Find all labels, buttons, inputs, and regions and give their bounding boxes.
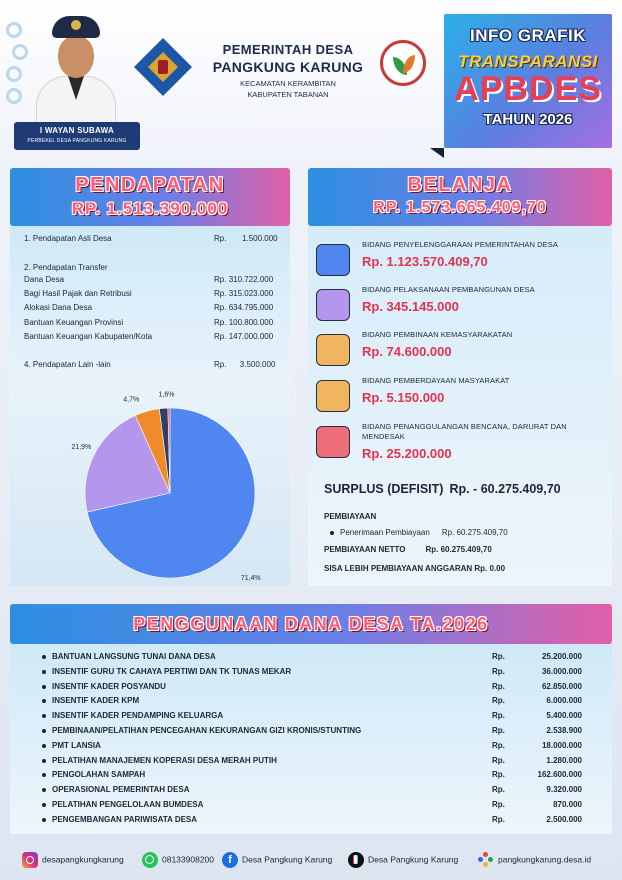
belanja-item <box>316 330 606 372</box>
penggunaan-rp: Rp. <box>492 666 505 676</box>
penggunaan-label: PELATIHAN PENGELOLAAN BUMDESA <box>52 800 204 809</box>
penggunaan-value: 6.000.000 <box>546 696 582 706</box>
belanja-item-amount: Rp. 74.600.000 <box>362 344 452 359</box>
penggunaan-row <box>52 682 582 696</box>
surplus-defisit: SURPLUS (DEFISIT) Rp. - 60.275.409,70 <box>324 482 561 496</box>
penggunaan-value: 870.000 <box>553 800 582 809</box>
info-grafik-box <box>444 14 612 148</box>
bullet <box>42 699 46 703</box>
legend-swatch <box>316 426 350 458</box>
penggunaan-rp: Rp. <box>492 681 505 691</box>
penggunaan-label: PMT LANSIA <box>52 740 101 750</box>
penggunaan-value: 18.000.000 <box>541 740 582 750</box>
belanja-item <box>316 376 606 418</box>
bullet <box>42 788 46 792</box>
pendapatan-title: PENDAPATAN <box>75 174 225 196</box>
bullet <box>42 803 46 807</box>
instagram-link[interactable]: desapangkungkarung <box>22 852 124 868</box>
apbdes-label: APBDES <box>454 70 602 108</box>
belanja-item-amount: Rp. 25.200.000 <box>362 446 452 461</box>
penggunaan-rp: Rp. <box>492 652 505 661</box>
penggunaan-rp: Rp. <box>492 785 505 795</box>
pendapatan-row: Bagi Hasil Pajak dan Retribusi Rp. 315.023.000 <box>24 289 274 298</box>
bullet <box>42 729 46 733</box>
pembiayaan-title: PEMBIAYAAN <box>324 512 377 521</box>
pembiayaan-netto: PEMBIAYAAN NETTO Rp. 60.275.409,70 <box>324 545 492 554</box>
belanja-item-name: BIDANG PEMBINAAN KEMASYARAKATAN <box>362 330 513 339</box>
penggunaan-rp: Rp. <box>492 726 505 735</box>
penggunaan-row <box>52 785 582 799</box>
pendapatan-header <box>10 168 290 226</box>
belanja-title: BELANJA <box>407 174 513 196</box>
belanja-panel <box>308 226 612 586</box>
legend-swatch <box>316 334 350 366</box>
penggunaan-rp: Rp. <box>492 800 505 809</box>
year-label: TAHUN 2026 <box>483 111 573 128</box>
gov-line-1: PEMERINTAH DESA <box>222 42 354 57</box>
penggunaan-rp: Rp. <box>492 696 505 706</box>
penggunaan-title: PENGGUNAAN DANA DESA TA.2026 <box>133 614 489 634</box>
penggunaan-label: BANTUAN LANGSUNG TUNAI DANA DESA <box>52 652 216 661</box>
penggunaan-label: INSENTIF KADER POSYANDU <box>52 681 166 691</box>
official-title: PERBEKEL DESA PANGKUNG KARUNG <box>27 138 127 144</box>
penggunaan-label: INSENTIF KADER PENDAMPING KELUARGA <box>52 711 224 721</box>
penggunaan-value: 1.280.000 <box>546 755 582 765</box>
pendapatan-row: Bantuan Keuangan Provinsi Rp. 100.800.000 <box>24 318 274 327</box>
government-title <box>196 42 380 99</box>
pendapatan-panel <box>10 226 290 388</box>
transparansi-label: TRANSPARANSI <box>458 52 598 71</box>
pie-data-label: 21,9% <box>71 443 92 451</box>
legend-swatch <box>316 244 350 276</box>
website-link[interactable]: pangkungkarung.desa.id <box>478 852 591 868</box>
bullet <box>42 714 46 718</box>
belanja-total: RP. 1.573.665.409,70 <box>373 199 547 216</box>
penggunaan-label: PENGEMBANGAN PARIWISATA DESA <box>52 814 198 824</box>
penggunaan-row <box>52 741 582 755</box>
pie-data-label: 1,6% <box>158 391 175 399</box>
penggunaan-row <box>52 711 582 725</box>
penggunaan-row <box>52 756 582 770</box>
penggunaan-value: 25.200.000 <box>541 652 582 661</box>
penggunaan-label: OPERASIONAL PEMERINTAH DESA <box>52 785 190 795</box>
pie-data-label: 4,7% <box>123 396 140 404</box>
penggunaan-value: 62.850.000 <box>541 681 582 691</box>
penerimaan-pembiayaan: Penerimaan Pembiayaan Rp. 60.275.409,70 <box>330 528 508 537</box>
pendapatan-row: 2. Pendapatan Transfer <box>24 263 108 272</box>
belanja-item-name: BIDANG PENYELENGGARAAN PEMERINTAHAN DESA <box>362 240 558 249</box>
decorative-rings <box>6 22 30 112</box>
gov-line-4: KABUPATEN TABANAN <box>247 90 329 99</box>
facebook-link[interactable]: f Desa Pangkung Karung <box>222 852 332 868</box>
whatsapp-icon <box>142 852 158 868</box>
tiktok-link[interactable]: Desa Pangkung Karung <box>348 852 458 868</box>
pendapatan-row: Alokasi Dana Desa Rp. 634.795.000 <box>24 303 274 312</box>
belanja-item-amount: Rp. 345.145.000 <box>362 299 459 314</box>
pendapatan-row: 4. Pendapatan Lain -lain Rp. 3.500.000 <box>24 360 276 369</box>
belanja-pie-chart <box>10 390 290 586</box>
belanja-item-name: BIDANG PENANGGULANGAN BENCANA, DARURAT DAN MENDESAK <box>362 422 567 441</box>
penggunaan-value: 162.600.000 <box>537 770 582 780</box>
penggunaan-rp: Rp. <box>492 711 505 721</box>
penggunaan-rp: Rp. <box>492 770 505 780</box>
penggunaan-label: PELATIHAN MANAJEMEN KOPERASI DESA MERAH PUTIH <box>52 755 277 765</box>
penggunaan-value: 2.500.000 <box>546 814 582 824</box>
penggunaan-row <box>52 815 582 829</box>
penggunaan-row <box>52 770 582 784</box>
gov-line-3: KECAMATAN KERAMBITAN <box>240 79 336 88</box>
penggunaan-value: 36.000.000 <box>541 666 582 676</box>
belanja-item <box>316 285 606 327</box>
penggunaan-row <box>52 800 582 814</box>
bullet <box>42 759 46 763</box>
belanja-item-name: BIDANG PELAKSANAAN PEMBANGUNAN DESA <box>362 285 535 294</box>
pendapatan-row: Bantuan Keuangan Kabupaten/Kota Rp. 147.000.000 <box>24 332 274 341</box>
belanja-item <box>316 422 606 464</box>
belanja-header <box>308 168 612 226</box>
official-photo <box>30 10 122 126</box>
bullet <box>42 773 46 777</box>
penggunaan-header <box>10 604 612 644</box>
penggunaan-row <box>52 652 582 666</box>
belanja-item-amount: Rp. 1.123.570.409,70 <box>362 254 488 269</box>
facebook-icon: f <box>222 852 238 868</box>
penggunaan-label: INSENTIF GURU TK CAHAYA PERTIWI DAN TK TUNAS MEKAR <box>52 666 292 676</box>
bullet <box>42 818 46 822</box>
belanja-item-name: BIDANG PEMBERDAYAAN MASYARAKAT <box>362 376 510 385</box>
website-icon <box>478 852 494 868</box>
penggunaan-row <box>52 726 582 740</box>
pie-panel <box>10 390 290 586</box>
penggunaan-row <box>52 667 582 681</box>
pie-data-label: 71,4% <box>240 574 261 582</box>
info-grafik-label: INFO GRAFIK <box>470 26 586 45</box>
penggunaan-label: PENGOLAHAN SAMPAH <box>52 770 146 780</box>
legend-swatch <box>316 289 350 321</box>
bullet <box>42 744 46 748</box>
penggunaan-panel <box>10 644 612 834</box>
belanja-item <box>316 240 606 282</box>
instagram-icon <box>22 852 38 868</box>
tiktok-icon <box>348 852 364 868</box>
footer <box>0 842 622 880</box>
penggunaan-value: 2.538.900 <box>546 726 582 735</box>
ministry-logo-icon <box>380 40 426 86</box>
silpa: SISA LEBIH PEMBIAYAAN ANGGARAN Rp. 0.00 <box>324 564 506 573</box>
official-name-box <box>14 122 140 150</box>
penggunaan-value: 9.320.000 <box>546 785 582 795</box>
bullet <box>42 685 46 689</box>
official-name: I WAYAN SUBAWA <box>39 126 115 135</box>
pendapatan-row: Dana Desa Rp. 310.722.000 <box>24 275 274 284</box>
legend-swatch <box>316 380 350 412</box>
penggunaan-label: PEMBINAAN/PELATIHAN PENCEGAHAN KEKURANGAN GIZI KRONIS/STUNTING <box>52 726 362 735</box>
bullet <box>42 655 46 659</box>
penggunaan-value: 5.400.000 <box>546 711 582 721</box>
penggunaan-row <box>52 696 582 710</box>
penggunaan-label: INSENTIF KADER KPM <box>52 696 140 706</box>
gov-line-2: PANGKUNG KARUNG <box>212 59 364 75</box>
penggunaan-rp: Rp. <box>492 740 505 750</box>
pendapatan-total: RP. 1.513.390.000 <box>71 199 229 218</box>
penggunaan-rp: Rp. <box>492 814 505 824</box>
belanja-item-amount: Rp. 5.150.000 <box>362 390 445 405</box>
penggunaan-rp: Rp. <box>492 755 505 765</box>
pendapatan-row: 1. Pendapatan Asli Desa Rp. 1.500.000 <box>24 234 278 243</box>
whatsapp-link[interactable]: 08133908200 <box>142 852 214 868</box>
bullet <box>42 670 46 674</box>
